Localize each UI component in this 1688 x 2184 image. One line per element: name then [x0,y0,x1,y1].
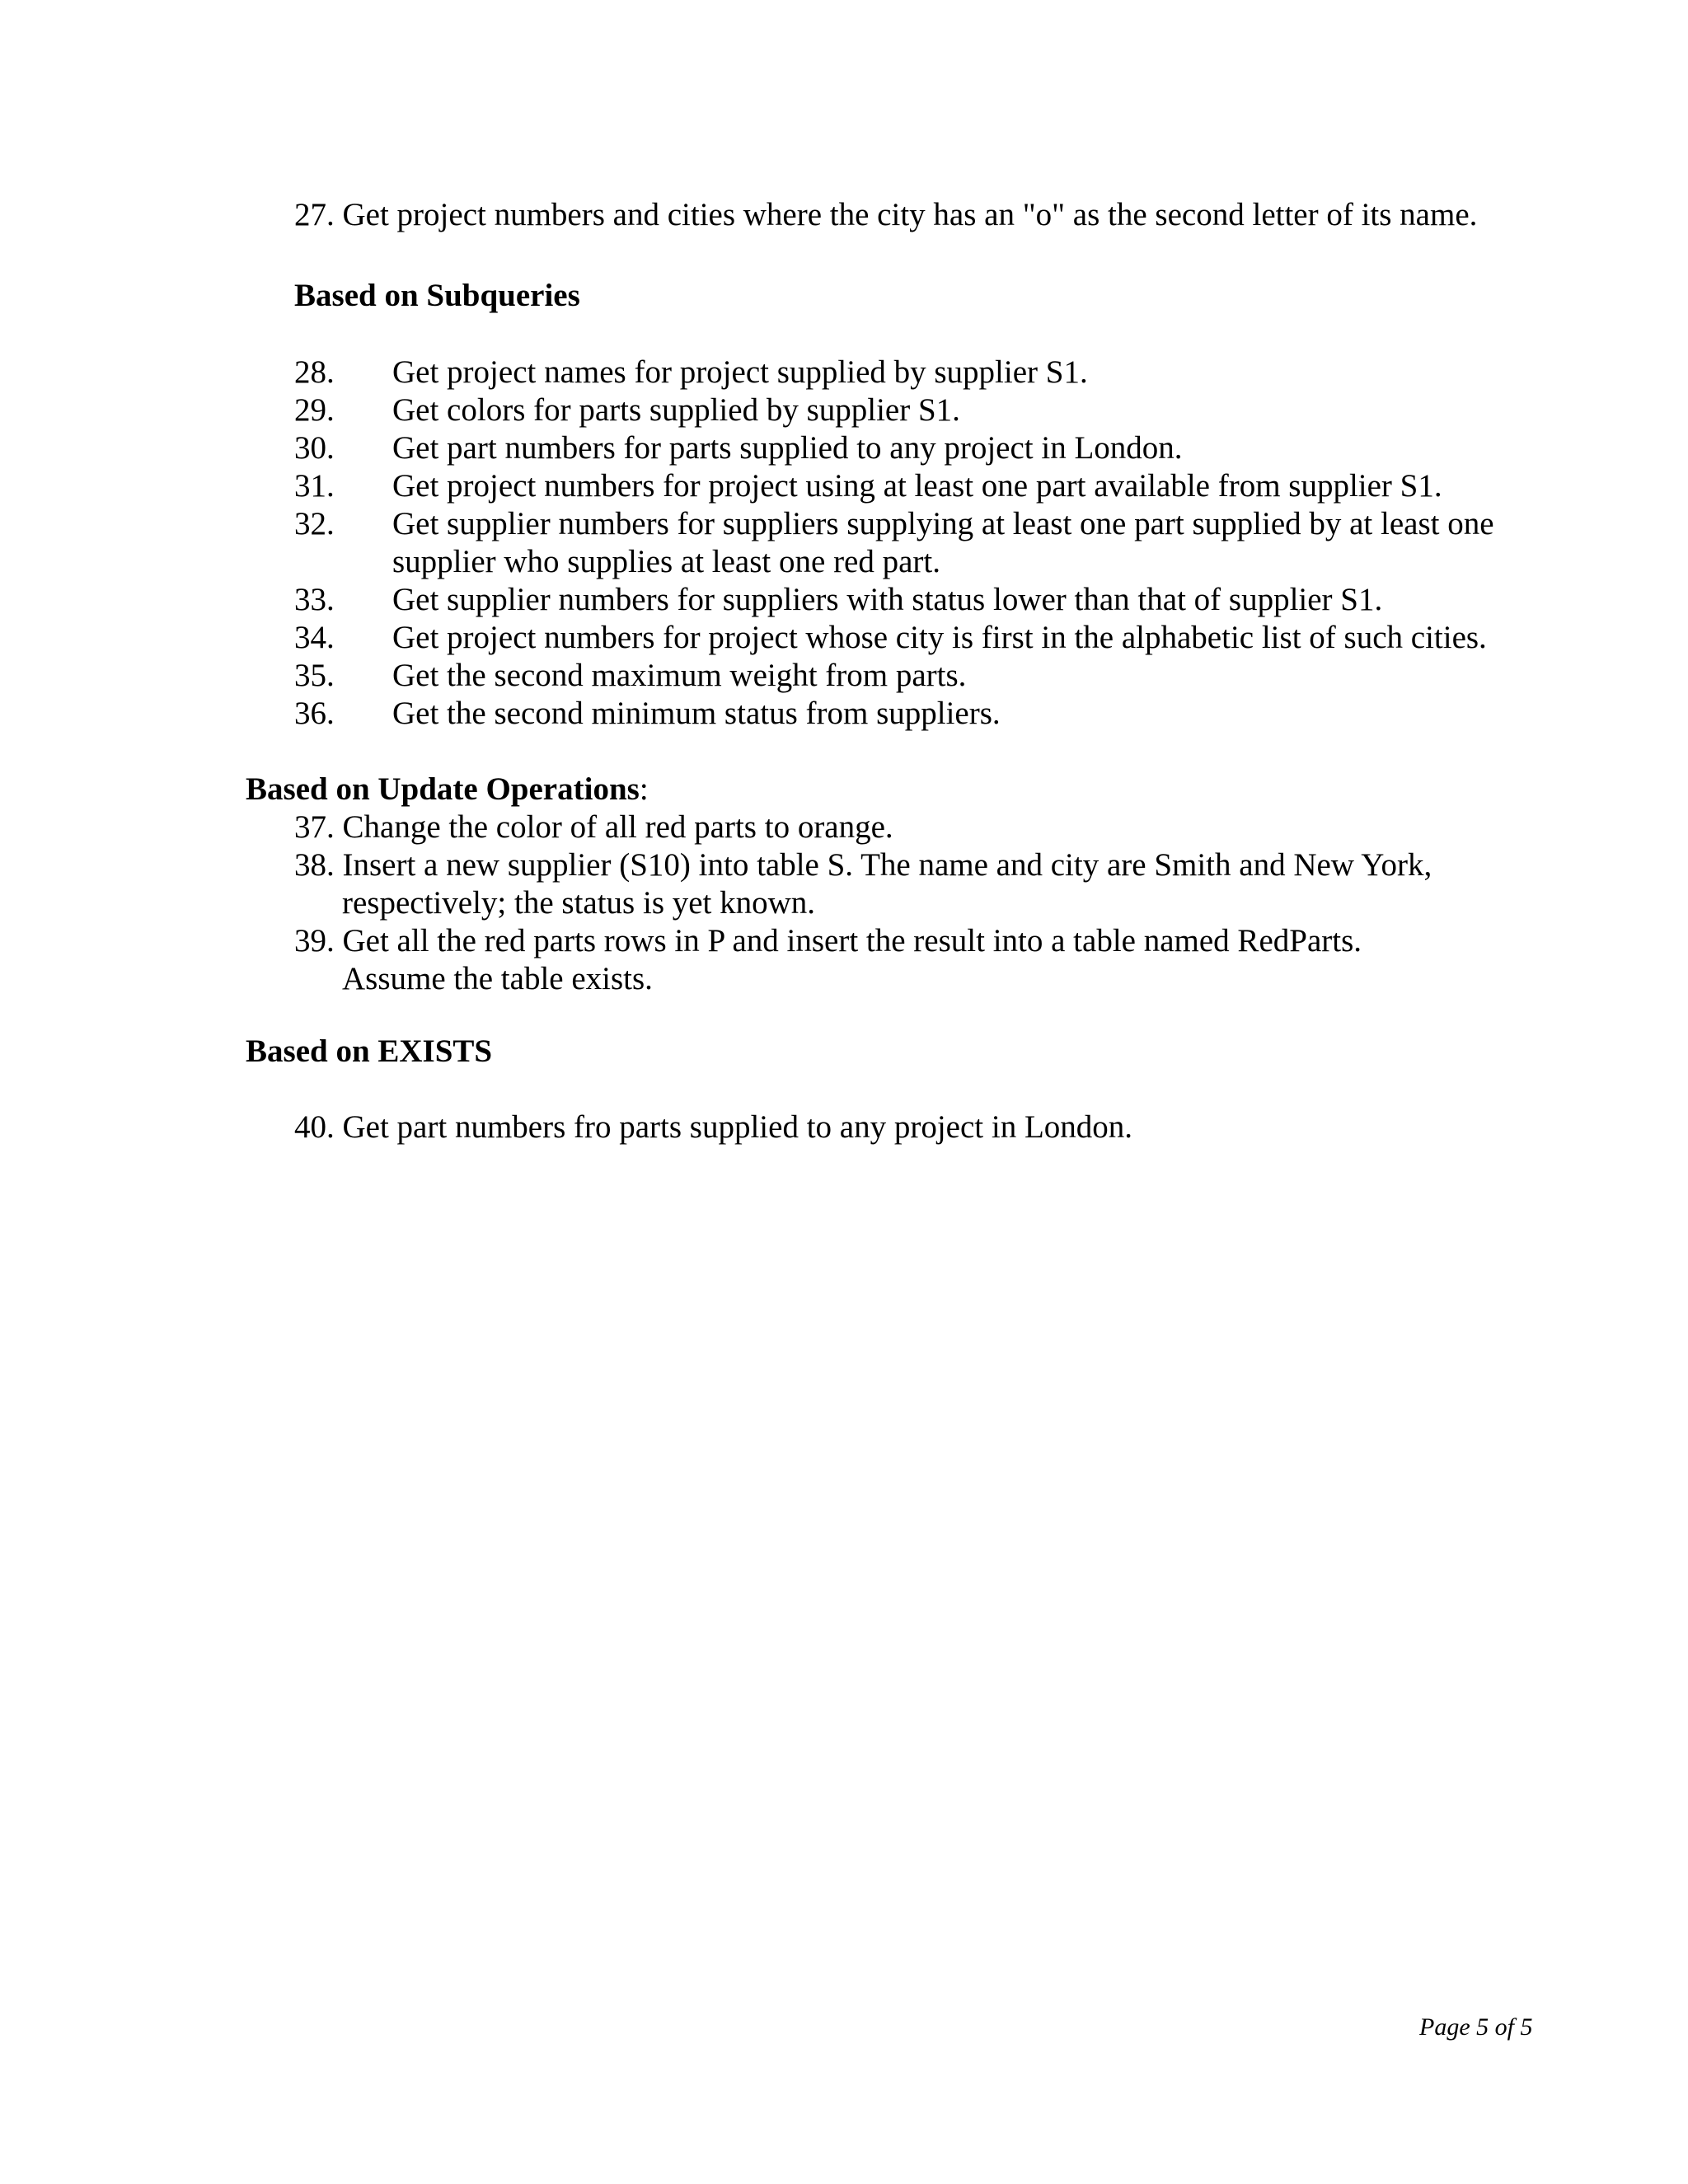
item-number: 31. [294,468,335,504]
item-number: 28. [294,354,335,390]
list-item: 38. Insert a new supplier (S10) into table S. The name and city are Smith and New York, [294,847,1432,883]
list-item: 40. Get part numbers fro parts supplied to any project in London. [294,1109,1133,1145]
list-item: 37. Change the color of all red parts to orange. [294,809,893,845]
item-number: 29. [294,392,335,428]
item-text: Get the second maximum weight from parts. [392,658,967,693]
heading-exists: Based on EXISTS [246,1033,493,1069]
item-text: Get the second minimum status from suppliers. [392,696,1001,731]
item-text: Get part numbers for parts supplied to any project in London. [392,430,1183,466]
item-number: 30. [294,430,335,466]
item-number: 36. [294,696,335,731]
item-text: Get project numbers for project whose city is first in the alphabetic list of such cities. [392,620,1487,655]
item-text: Get project names for project supplied by supplier S1. [392,354,1088,390]
question-27: 27. Get project numbers and cities where the city has an "o" as the second letter of its name. [294,197,1478,232]
item-number: 35. [294,658,335,693]
item-number: 33. [294,582,335,617]
item-number: 32. [294,506,335,541]
item-number: 34. [294,620,335,655]
heading-subqueries: Based on Subqueries [294,278,580,313]
heading-colon: : [639,771,649,807]
item-text: Get project numbers for project using at least one part available from supplier S1. [392,468,1442,504]
item-text: Get colors for parts supplied by supplier S1. [392,392,960,428]
list-item: 39. Get all the red parts rows in P and insert the result into a table named RedParts. [294,923,1362,958]
page-footer: Page 5 of 5 [1419,2013,1533,2041]
list-item-continuation: Assume the table exists. [342,961,653,996]
item-text: Get supplier numbers for suppliers with status lower than that of supplier S1. [392,582,1383,617]
heading-update-operations [246,771,649,808]
heading-update-operations-label: Based on Update Operations [246,771,640,807]
item-text-continuation: supplier who supplies at least one red part. [392,544,940,579]
item-text: Get supplier numbers for suppliers supplying at least one part supplied by at least one [392,506,1494,541]
list-item-continuation: respectively; the status is yet known. [342,885,816,921]
